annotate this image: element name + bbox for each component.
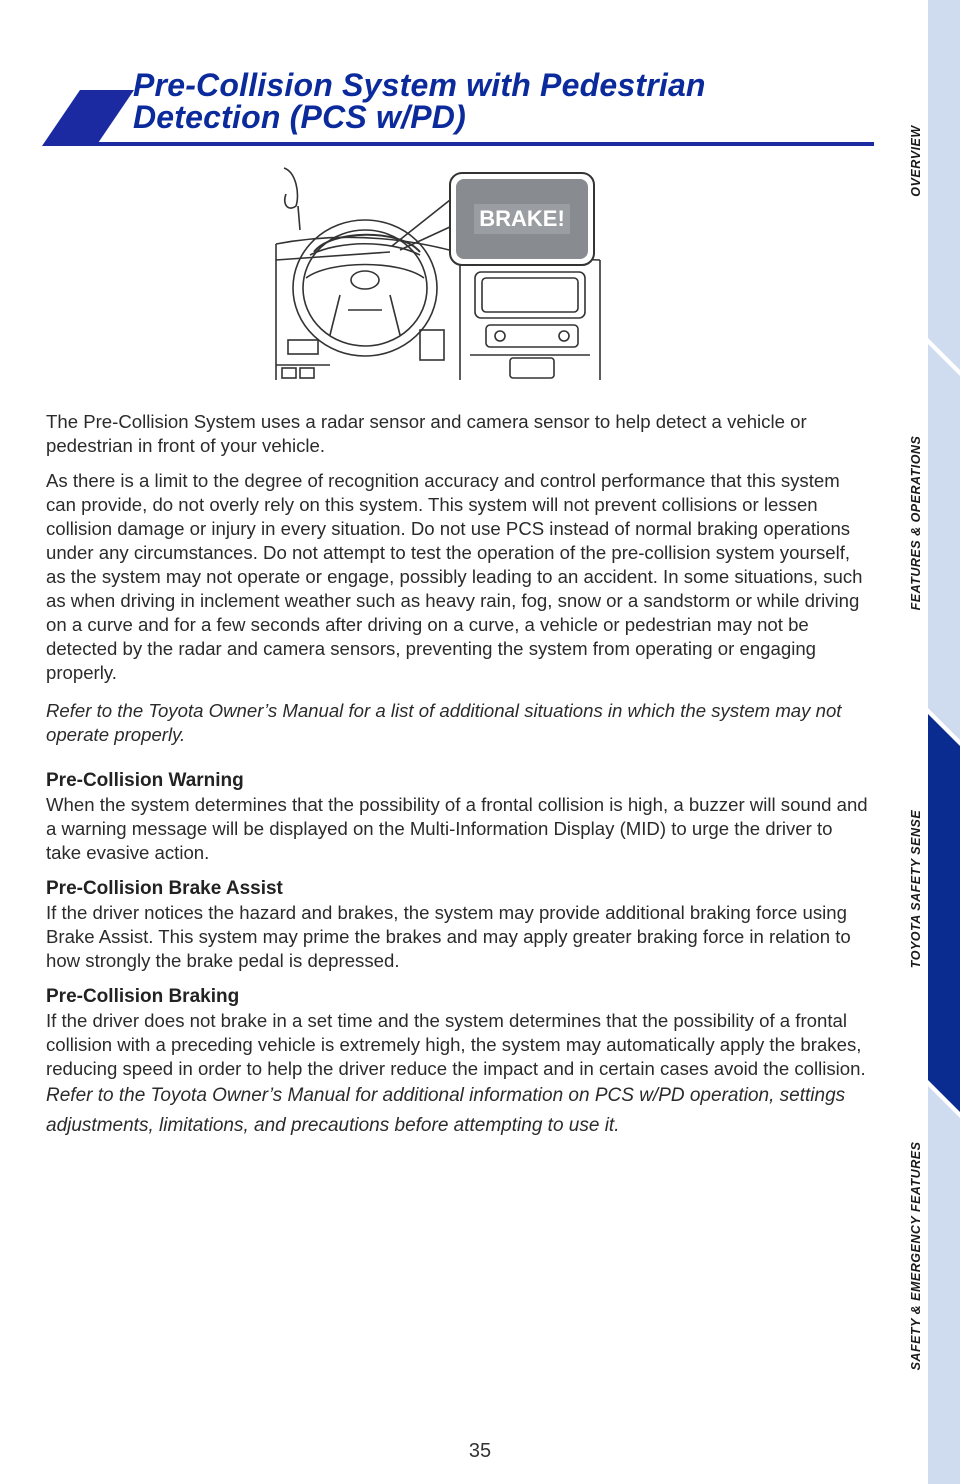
section-heading: Pre-Collision Braking: [46, 986, 240, 1007]
section-heading: Pre-Collision Brake Assist: [46, 878, 283, 899]
tab-bg-features: [928, 344, 960, 740]
page-number: 35: [468, 1440, 492, 1462]
tab-features-operations[interactable]: FEATURES & OPERATIONS: [909, 435, 923, 611]
main-content: [46, 410, 868, 1152]
title-line-1: Pre-Collision System with Pedestrian: [133, 67, 706, 103]
closing-note: Refer to the Toyota Owner’s Manual for additional information on PCS w/PD operation, settings adjustments, limitations, and precautions before attempting to use it.: [46, 1085, 846, 1136]
section-heading: Pre-Collision Warning: [46, 770, 244, 791]
title-line-2: Detection (PCS w/PD): [133, 99, 466, 135]
brake-warning-text: BRAKE!: [479, 206, 565, 231]
intro-paragraph-2: As there is a limit to the degree of recognition accuracy and control performance that this system can provide, do not overly rely on this system. This system will not prevent collisions or lessen collision damage or injury in every situation. Do not use PCS instead of normal braking operations under any circumstances. Do not attempt to test the operation of the pre-collision system yourself, as the system may not operate or engage, possibly leading to an accident. In some situations, such as when driving in inclement weather such as heavy rain, fog, snow or a sandstorm or while driving on a curve and for a few seconds after driving on a curve, a vehicle or pedestrian may not be detected by the radar and camera sensors, preventing the system from operating or engaging properly.: [46, 470, 863, 683]
section-body: When the system determines that the possibility of a frontal collision is high, a buzzer will sound and a warning message will be displayed on the Multi-Information Display (MID) to urge the driver to take evasive action.: [46, 794, 868, 863]
section-body: If the driver does not brake in a set time and the system determines that the possibility of a frontal collision with a preceding vehicle is extremely high, the system may automatically apply the brakes, reducing speed in order to help the driver reduce the impact and in certain cases avoid the collision.: [46, 1010, 866, 1079]
page-title: [133, 69, 706, 133]
tab-safety-emergency-features[interactable]: SAFETY & EMERGENCY FEATURES: [909, 1141, 923, 1371]
dashboard-illustration: [270, 160, 610, 380]
tab-toyota-safety-sense[interactable]: TOYOTA SAFETY SENSE: [909, 809, 923, 969]
intro-note: Refer to the Toyota Owner’s Manual for a list of additional situations in which the system may not operate properly.: [46, 700, 842, 745]
section-body: If the driver notices the hazard and brakes, the system may provide additional braking force using Brake Assist. This system may prime the brakes and may apply greater braking force in relation to how strongly the brake pedal is depressed.: [46, 902, 851, 971]
tab-bg-overview: [928, 0, 960, 370]
intro-paragraph-1: The Pre-Collision System uses a radar sensor and camera sensor to help detect a vehicle or pedestrian in front of your vehicle.: [46, 411, 807, 456]
section-pre-collision-brake-assist: [46, 877, 868, 973]
tab-bg-safety-emergency: [928, 1086, 960, 1484]
tab-overview[interactable]: OVERVIEW: [909, 125, 923, 197]
section-pre-collision-warning: [46, 769, 868, 865]
page-header: [0, 60, 880, 150]
section-pre-collision-braking: [46, 985, 868, 1081]
section-tabs: [890, 0, 960, 1484]
title-underline: [92, 142, 874, 146]
tab-bg-safety-sense: [928, 714, 960, 1112]
